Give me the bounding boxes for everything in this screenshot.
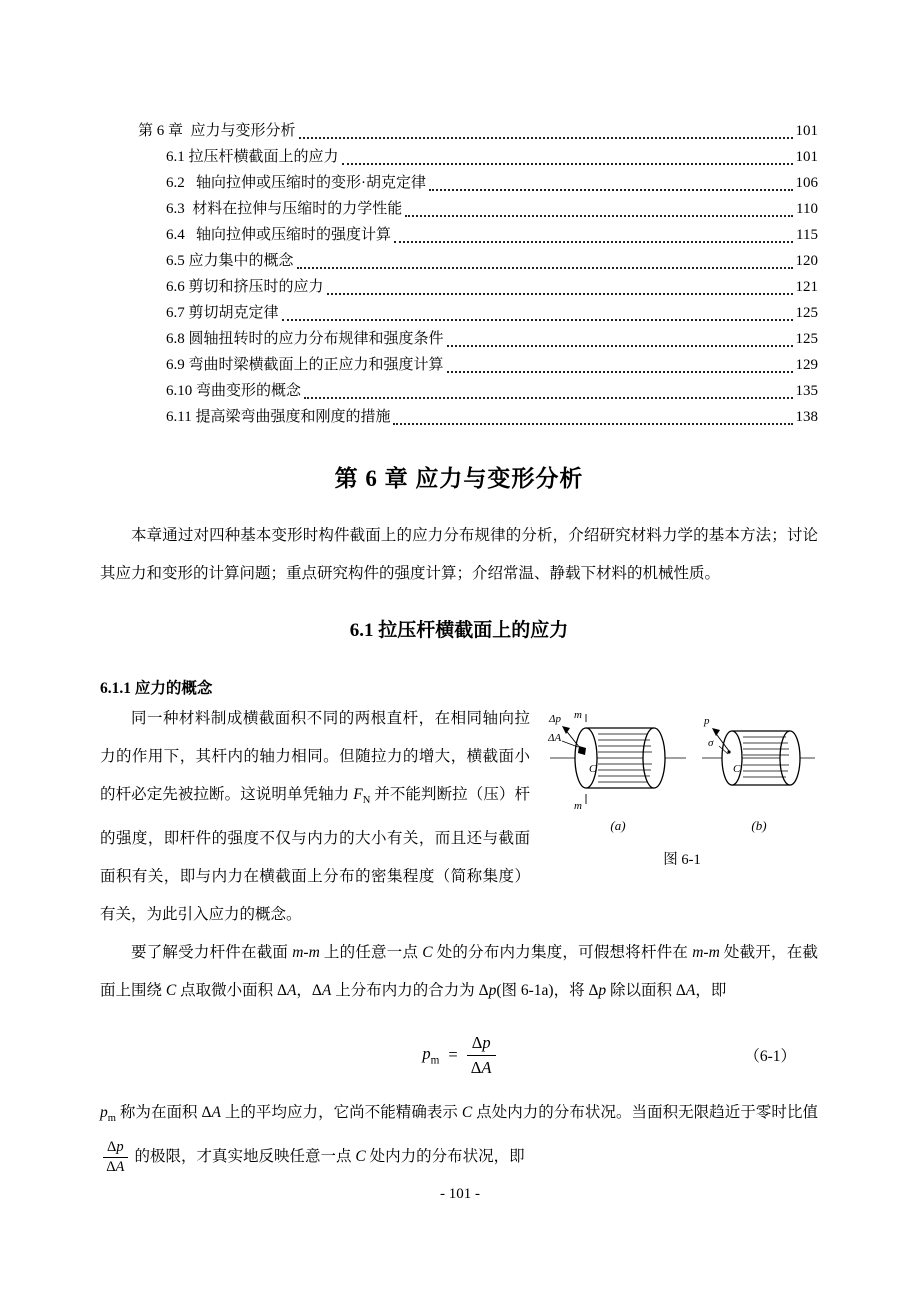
section-heading: 6.1 拉压杆横截面上的应力 [349,620,569,641]
figure-label-p: p [704,715,710,727]
paragraph-1-block [100,700,818,934]
toc-leader-dots [405,215,793,217]
toc-entry [100,248,818,274]
toc-leader-dots [447,371,793,373]
body-paragraph-2: 要了解受力杆件在截面 m-m 上的任意一点 C 处的分布内力集度，可假想将杆件在 m-m 处截开，在截面上围绕 C 点取微小面积 ΔA，ΔA 上分布内力的合力为 Δp(图 6-1a)，将 Δp 除以面积 ΔA，即 [100,944,818,1000]
equation-numerator: Δp [467,1033,496,1056]
toc-leader-dots [327,293,793,295]
toc-leader-dots [282,319,793,321]
figure-row [546,708,818,834]
figure-6-1b [702,708,816,834]
toc-entry-page: 115 [796,227,818,243]
toc-entry-label: 6.2 轴向拉伸或压缩时的变形·胡克定律 [166,175,426,191]
toc-entry [100,144,818,170]
toc-entry-label: 6.3 材料在拉伸与压缩时的力学性能 [166,201,403,217]
toc-entry-label: 6.9 弯曲时梁横截面上的正应力和强度计算 [166,357,444,373]
toc-entry-page: 121 [795,279,818,295]
paragraph-3-lead: $p_m$ 称为在面积 ΔA 上的平均应力，它尚不能精确表示 C 点处内力的分布状况。当面积无限趋近于零时比值 [100,1104,819,1125]
toc-entry [100,352,818,378]
toc-entry-label: 6.11 提高梁弯曲强度和刚度的措施 [166,409,391,425]
figure-label-m-bottom: m [574,800,582,812]
figure-sublabel-a: (a) [610,818,626,833]
figure-label-c: C [589,763,597,775]
toc-entry [100,196,818,222]
figure-6-1a-drawing [548,708,688,812]
toc-entry-label: 6.10 弯曲变形的概念 [166,383,302,399]
paragraph-3-tail: 的极限，才真实地反映任意一点 C 处内力的分布状况，即 [130,1148,525,1166]
chapter-heading: 第 6 章 应力与变形分析 [334,466,584,491]
figure-caption: 图 6-1 [663,852,701,868]
toc-entry-page: 101 [795,149,818,165]
toc-leader-dots [394,241,793,243]
toc-entry [100,222,818,248]
toc-leader-dots [447,345,793,347]
toc-entry-label: 6.8 圆轴扭转时的应力分布规律和强度条件 [166,331,444,347]
figure-sublabel-b: (b) [751,818,767,833]
figure-6-1a [548,708,688,834]
inline-fraction-denominator: ΔA [106,1159,125,1176]
table-of-contents [100,118,818,430]
toc-entry [100,404,818,430]
figure-label-sigma: σ [708,737,714,749]
equation-lhs: $p_m$ [422,1043,440,1067]
toc-entry-page: 129 [795,357,818,373]
toc-entry [100,170,818,196]
toc-entry-label: 6.6 剪切和挤压时的应力 [166,279,324,295]
toc-entry-label: 6.4 轴向拉伸或压缩时的强度计算 [166,227,392,243]
subsection-heading: 6.1.1 应力的概念 [100,680,213,697]
equation-6-1 [100,1026,818,1084]
equation-number: （6-1） [744,1048,796,1066]
toc-entry-page: 106 [795,175,818,191]
toc-leader-dots [429,189,793,191]
toc-entry-page: 120 [795,253,818,269]
figure-label-c: C [733,763,741,775]
equation-fraction [467,1033,496,1078]
toc-entry-label: 6.5 应力集中的概念 [166,253,294,269]
page-number: - 101 - [440,1186,480,1202]
toc-leader-dots [304,397,792,399]
figure-label-m-top: m [574,709,582,721]
inline-fraction-numerator: Δp [103,1139,128,1158]
toc-leader-dots [342,163,793,165]
toc-entry [100,274,818,300]
toc-entry-page: 125 [795,331,818,347]
figure-label-delta-a: ΔA [548,732,562,744]
toc-entry-page: 101 [795,123,818,139]
toc-entry-label: 6.1 拉压杆横截面上的应力 [166,149,339,165]
figure-6-1b-drawing [702,708,816,812]
body-paragraph-3 [100,1094,818,1176]
toc-leader-dots [299,137,793,139]
figure-label-delta-p: Δp [549,713,561,725]
toc-entry [100,300,818,326]
toc-entry-chapter [100,118,818,144]
equation-denominator: ΔA [470,1057,492,1077]
toc-entry-page: 138 [795,409,818,425]
toc-entry-label: 6.7 剪切胡克定律 [166,305,279,321]
toc-entry-page: 135 [795,383,818,399]
toc-entry-page: 110 [796,201,818,217]
equals-sign: = [448,1045,458,1065]
toc-leader-dots [393,423,792,425]
toc-leader-dots [297,267,793,269]
toc-entry [100,326,818,352]
intro-paragraph: 本章通过对四种基本变形时构件截面上的应力分布规律的分析，介绍研究材料力学的基本方法；讨论其应力和变形的计算问题；重点研究构件的强度计算；介绍常温、静载下材料的机械性质。 [100,527,818,582]
toc-entry-label: 第 6 章 应力与变形分析 [138,123,296,139]
figure-6-1 [546,708,818,870]
toc-entry-page: 125 [795,305,818,321]
inline-fraction [103,1139,128,1177]
toc-entry [100,378,818,404]
body-paragraph-1: 同一种材料制成横截面积不同的两根直杆，在相同轴向拉力的作用下，其杆内的轴力相同。但随拉力的增大，横截面小的杆必定先被拉断。这说明单凭轴力 $F_N$ 并不能判断拉（压）杆的强度，即杆件的强度不仅与内力的大小有关，而且还与截面面积有关，即与内力在横截面上分布的密集程度（简称集度）有关，为此引入应力的概念。 [100,710,530,924]
